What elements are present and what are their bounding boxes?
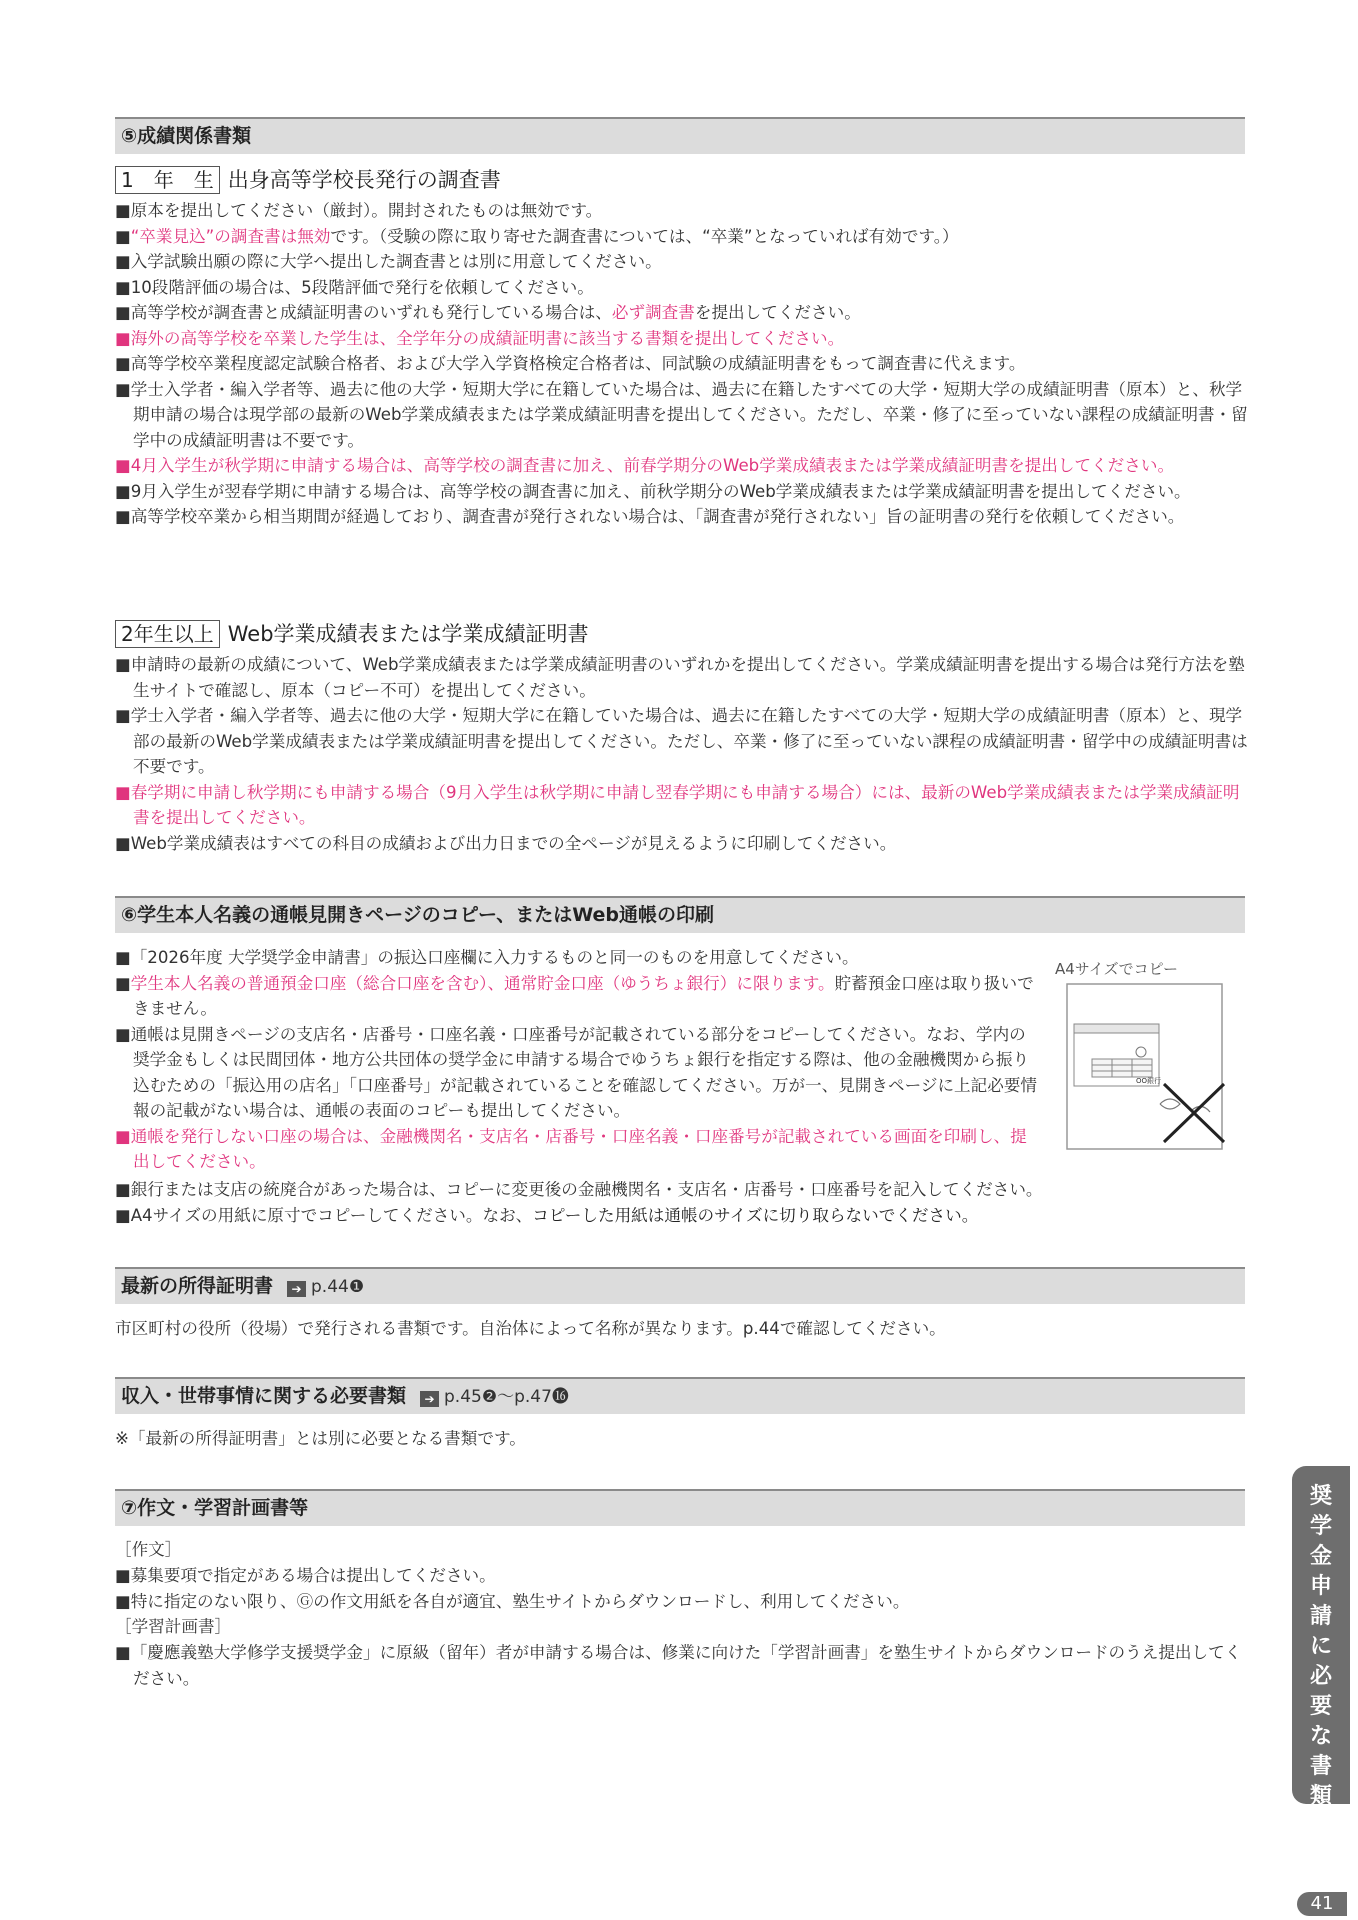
list-item [115, 945, 1040, 971]
bullet-icon: ■ [115, 328, 131, 348]
list-item [115, 300, 1250, 326]
passbook-list [115, 945, 1040, 1175]
list-item [115, 1203, 1250, 1229]
list-item-text: 特に指定のない限り、Ⓖの作文用紙を各自が適宜、塾生サイトからダウンロードし、利用してください。 [130, 1591, 910, 1611]
bullet-icon: ■ [115, 1566, 131, 1585]
plan-label: ［学習計画書］ [115, 1617, 232, 1636]
list-item [115, 1563, 1250, 1589]
list-item-text: 貯蓄預金口座は取り扱いできません。 [133, 973, 1034, 1018]
section5-header: ⑤成績関係書類 [115, 117, 1245, 154]
list-item-text: A4サイズの用紙に原寸でコピーしてください。なお、 [130, 1205, 533, 1225]
list-item-text: 高等学校が調査書と成績証明書のいずれも発行している場合は、 [130, 303, 612, 322]
bullet-icon: ■ [115, 1205, 131, 1225]
list-item [115, 652, 1250, 703]
section7-header: ⑦作文・学習計画書等 [115, 1489, 1245, 1526]
household-ref-text: p.45❷〜p.47⓰ [444, 1387, 569, 1407]
household-page-ref [420, 1387, 569, 1407]
bullet-icon: ■ [115, 1643, 131, 1662]
list-item-text: 銀行または支店の統廃合があった場合は、コピーに変更後の金融機関名・支店名・店番号・口座番号を記入してください。 [130, 1180, 1043, 1199]
income-text: 市区町村の役所（役場）で発行される書類です。自治体によって名称が異なります。p.44で確認してください。 [115, 1319, 946, 1338]
bullet-icon: ■ [115, 456, 131, 475]
bullet-icon: ■ [115, 1024, 131, 1044]
sakubun-list [115, 1563, 1250, 1614]
bullet-icon: ■ [115, 1591, 131, 1611]
bullet-icon: ■ [115, 1126, 131, 1146]
bullet-icon: ■ [115, 226, 131, 246]
section6-header: ⑥学生本人名義の通帳見開きページのコピー、またはWeb通帳の印刷 [115, 896, 1245, 933]
household-note: ※「最新の所得証明書」とは別に必要となる書類です。 [115, 1429, 526, 1448]
list-item [115, 326, 1250, 352]
bullet-icon: ■ [115, 706, 131, 725]
grade-label: 2年生以上 [115, 620, 220, 648]
list-item-text: 10段階評価の場合は、5段階評価で発行を依頼してください。 [130, 277, 594, 297]
list-item-text: 入学試験出願の際に大学へ提出した調査書とは別に用意してください。 [130, 252, 662, 271]
list-item-text: 9月入学生が翌春学期に申請する場合は、高等学校の調査書に加え、前秋学期分のWeb学業成績表または学業成績証明書を提出してください。 [130, 481, 1191, 501]
income-page-ref [287, 1277, 364, 1297]
list-item-text: 高等学校卒業程度認定試験合格者、および大学入学資格検定合格者は、同試験の成績証明書をもって調査書に代えます。 [130, 354, 1026, 373]
copy-caption: A4サイズでコピー [1055, 960, 1179, 978]
list-item-text: を提出してください。 [694, 303, 861, 322]
household-header [115, 1377, 1245, 1414]
list-item-text: 募集要項で指定がある場合は提出してください。 [130, 1566, 496, 1585]
list-item-text: 必ず調査書 [611, 303, 695, 322]
list-item-text: 4月入学生が秋学期に申請する場合は、高等学校の調査書に加え、前春学期分のWeb学業成績表または学業成績証明書を提出してください。 [130, 456, 1175, 475]
second-year-list [115, 652, 1250, 856]
passbook-list-wide [115, 1177, 1250, 1228]
bullet-icon: ■ [115, 201, 131, 220]
list-item-text: 「慶應義塾大学修学支援奨学金」に原級（留年）者が申請する場合は、修業に向けた「学習計画書」を塾生サイトからダウンロードのうえ提出してください。 [130, 1643, 1242, 1688]
list-item [115, 224, 1250, 250]
list-item [115, 377, 1250, 454]
bullet-icon: ■ [115, 507, 131, 526]
list-item-text: 学生本人名義の普通預金口座（総合口座を含む）、通常貯金口座（ゆうちょ銀行）に限ります。 [130, 973, 835, 993]
grade-label: 1 年 生 [115, 166, 220, 194]
bullet-icon: ■ [115, 833, 131, 853]
list-item-text: 学士入学者・編入学者等、過去に他の大学・短期大学に在籍していた場合は、過去に在籍したすべての大学・短期大学の成績証明書（原本）と、現学部の最新のWeb学業成績表または学業成績証明書を提出してください。ただし、卒業・修了に至っていない課程の成績証明書・留学中の成績証明書は不要です。 [130, 706, 1248, 776]
bullet-icon: ■ [115, 252, 131, 271]
income-title: 最新の所得証明書 [121, 1275, 274, 1297]
list-item-text: “卒業見込”の調査書は無効 [130, 226, 331, 246]
list-item-text: 春学期に申請し秋学期にも申請する場合（9月入学生は秋学期に申請し翌春学期にも申請する場合）には、最新のWeb学業成績表または学業成績証明書を提出してください。 [130, 782, 1240, 827]
plan-list [115, 1640, 1250, 1691]
page-number: 41 [1297, 1892, 1347, 1916]
list-item [115, 275, 1250, 301]
list-item-text: 高等学校卒業から相当期間が経過しており、調査書が発行されない場合は、「調査書が発行されない」旨の証明書の発行を依頼してください。 [130, 507, 1185, 526]
list-item-text: です。（受験の際に取り寄せた調査書については、“卒業”となっていれば有効です。） [330, 226, 959, 246]
list-item-text: コピーした用紙は通帳のサイズに切り取らないでください。 [532, 1205, 979, 1225]
passbook-bank-name: OO銀行 [1136, 1077, 1162, 1085]
list-item-text: 「2026年度 大学奨学金申請書」の振込口座欄に入力するものと同一のものを用意してください。 [130, 948, 859, 967]
list-item [115, 198, 1250, 224]
bullet-icon: ■ [115, 782, 131, 802]
subsection-title: 出身高等学校長発行の調査書 [227, 168, 501, 192]
chapter-side-tab: 奨 学 金 申 請 に 必 要 な 書 類 [1292, 1466, 1350, 1804]
household-title: 収入・世帯事情に関する必要書類 [121, 1385, 407, 1407]
first-year-list [115, 198, 1250, 530]
list-item [115, 703, 1250, 780]
bullet-icon: ■ [115, 973, 131, 993]
list-item-text: Web学業成績表はすべての科目の成績および出力日までの全ページが見えるように印刷してください。 [130, 833, 897, 853]
list-item-text: 通帳を発行しない口座の場合は、金融機関名・支店名・店番号・口座名義・口座番号が記載されている画面を印刷し、提出してください。 [130, 1126, 1027, 1171]
subsection-title: Web学業成績表または学業成績証明書 [227, 622, 589, 646]
list-item [115, 351, 1250, 377]
list-item-text: 原本を提出してください（厳封）。開封されたものは無効です。 [130, 201, 603, 220]
list-item [115, 1022, 1040, 1124]
bullet-icon: ■ [115, 303, 131, 322]
list-item-text: 海外の高等学校を卒業した学生は、全学年分の成績証明書に該当する書類を提出してください。 [130, 328, 845, 348]
list-item [115, 1640, 1250, 1691]
bullet-icon: ■ [115, 354, 131, 373]
income-ref-text: p.44❶ [311, 1277, 365, 1297]
bullet-icon: ■ [115, 277, 131, 297]
list-item-text: 学士入学者・編入学者等、過去に他の大学・短期大学に在籍していた場合は、過去に在籍したすべての大学・短期大学の成績証明書（原本）と、秋学期申請の場合は現学部の最新のWeb学業成績表または学業成績証明書を提出してください。ただし、卒業・修了に至っていない課程の成績証明書・留学中の成績証明書は不要です。 [130, 379, 1248, 450]
list-item [115, 453, 1250, 479]
income-header [115, 1267, 1245, 1304]
subsection-second-year [115, 619, 589, 649]
arrow-right-icon: ➔ [420, 1391, 439, 1407]
list-item [115, 1589, 1250, 1615]
arrow-right-icon: ➔ [287, 1281, 306, 1297]
list-item [115, 479, 1250, 505]
list-item [115, 249, 1250, 275]
list-item [115, 971, 1040, 1022]
list-item [115, 1177, 1250, 1203]
bullet-icon: ■ [115, 948, 131, 967]
list-item [115, 780, 1250, 831]
list-item-text: 通帳は見開きページの支店名・店番号・口座名義・口座番号が記載されている部分をコピーしてください。なお、学内の奨学金もしくは民間団体・地方公共団体の奨学金に申請する場合でゆうちょ銀行を指定する際は、他の金融機関から振り込むための「振込用の店名」「口座番号」が記載されていることを確認してください。万が一、見開きページに上記必要情報の記載がない場合は、通帳の表面のコピーも提出してください。 [130, 1024, 1038, 1120]
list-item [115, 504, 1250, 530]
sakubun-label: ［作文］ [115, 1540, 182, 1559]
list-item [115, 1124, 1040, 1175]
bullet-icon: ■ [115, 1180, 131, 1199]
list-item [115, 831, 1250, 857]
bullet-icon: ■ [115, 379, 131, 399]
subsection-first-year [115, 165, 501, 195]
list-item-text: 申請時の最新の成績について、Web学業成績表または学業成績証明書のいずれかを提出してください。学業成績証明書を提出する場合は発行方法を塾生サイトで確認し、原本（コピー不可）を提出してください。 [130, 655, 1245, 700]
passbook-illustration [1052, 982, 1232, 1152]
bullet-icon: ■ [115, 655, 131, 674]
bullet-icon: ■ [115, 481, 131, 501]
